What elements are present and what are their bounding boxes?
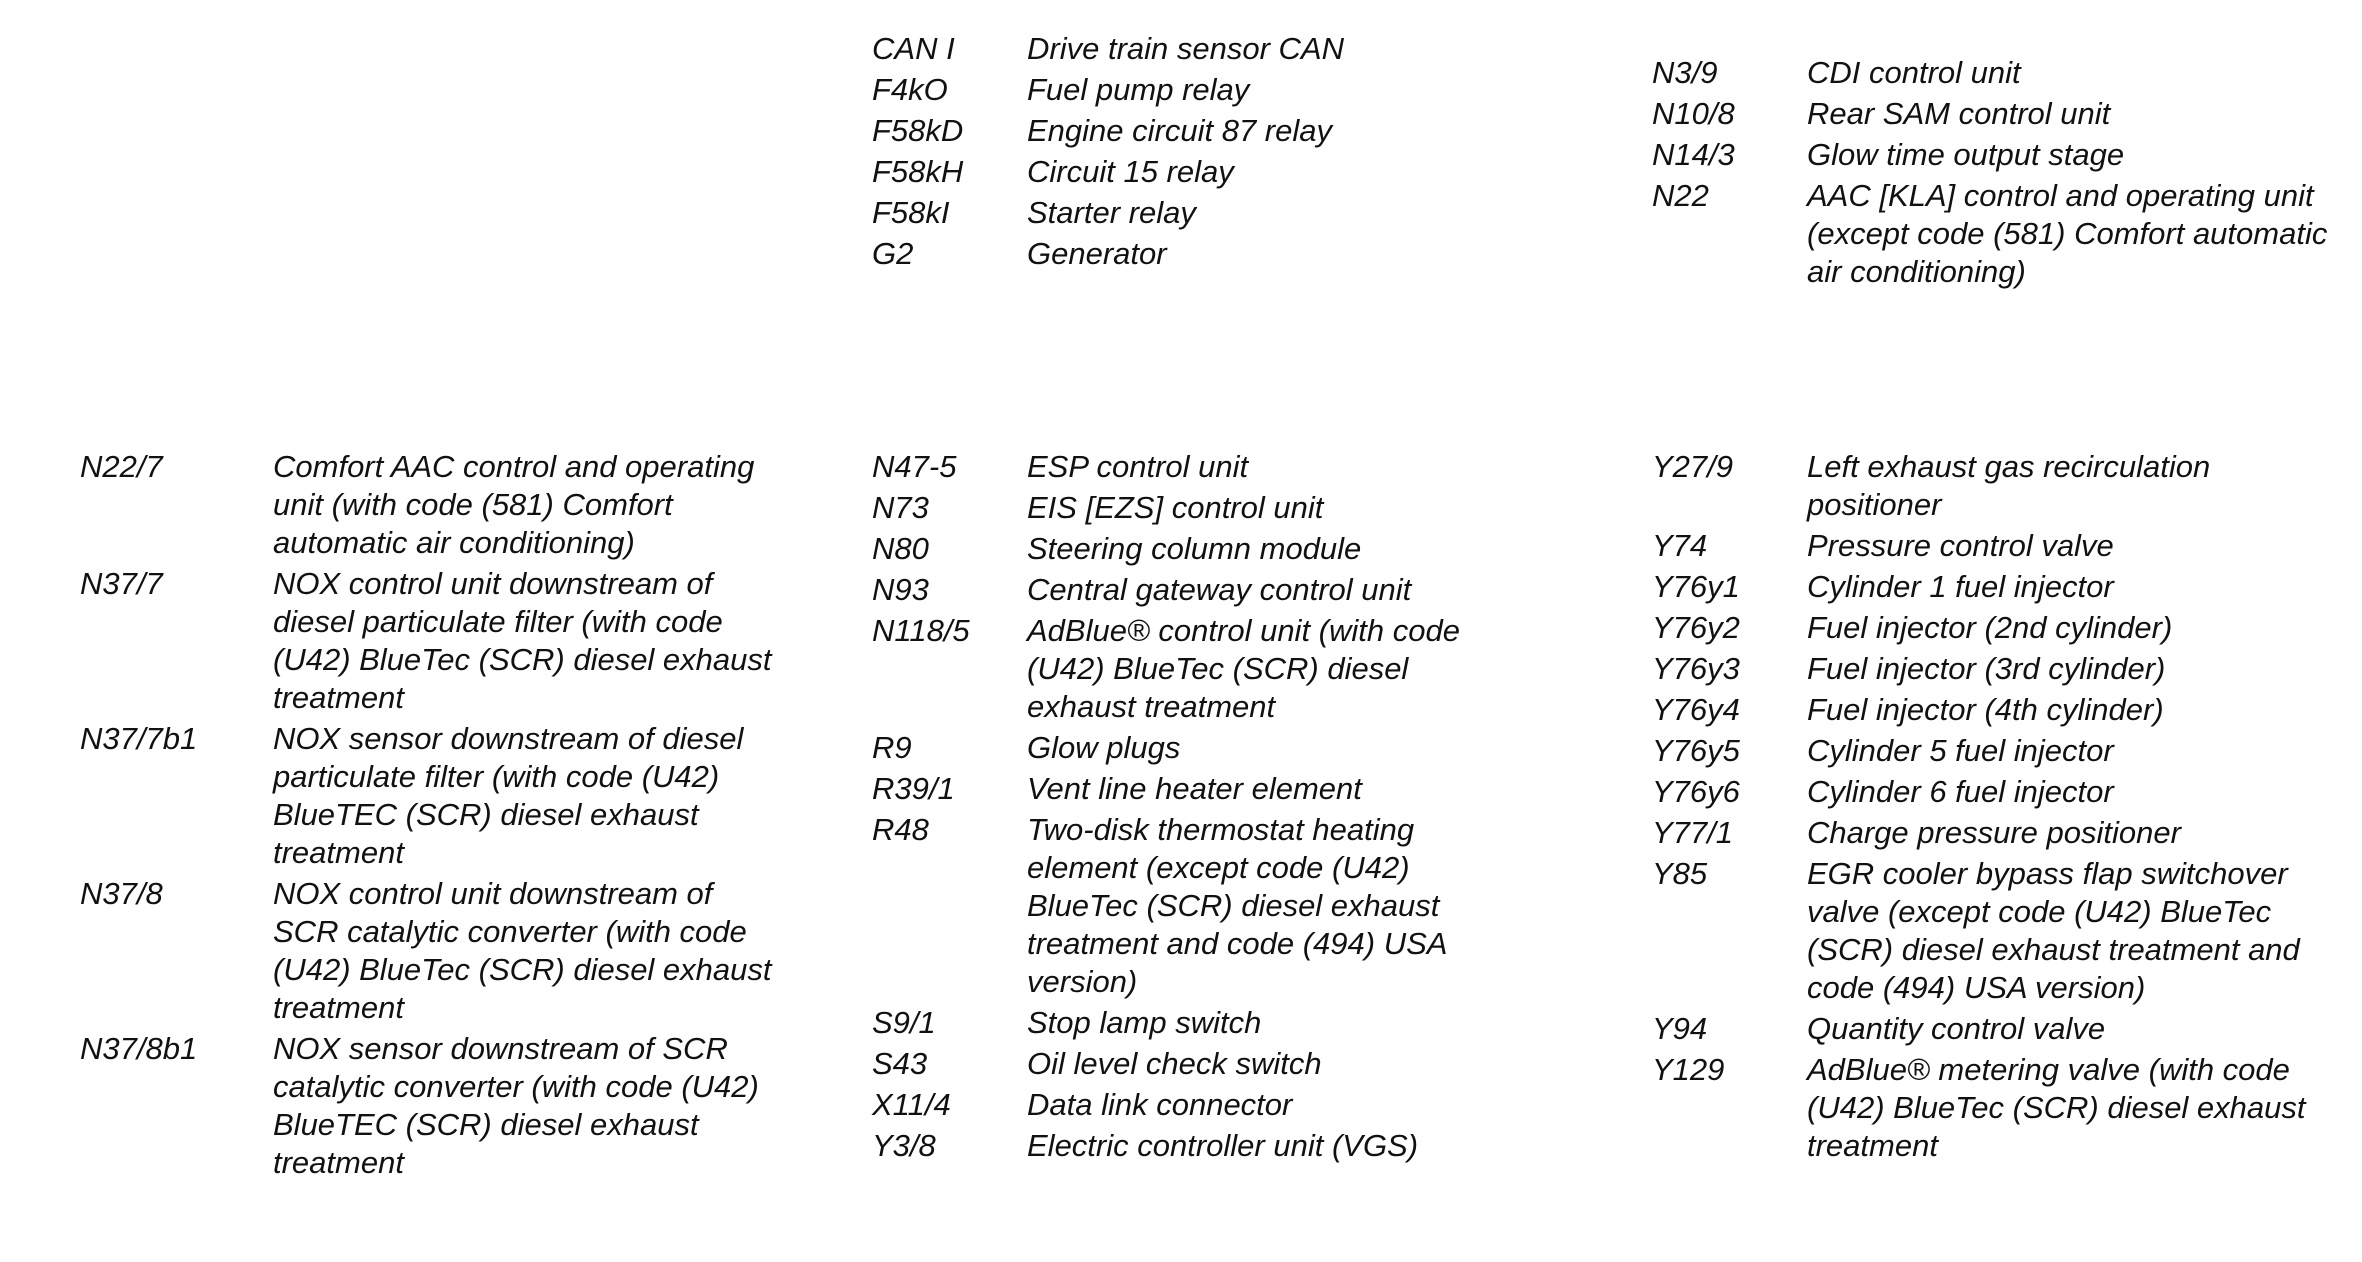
legend-block-bottom-right (1652, 448, 2332, 1168)
legend-entry (1652, 54, 2332, 92)
component-code: S43 (872, 1046, 928, 1081)
legend-entry (1652, 691, 2332, 729)
legend-entry (1652, 1051, 2332, 1165)
component-description: Rear SAM control unit (1807, 96, 2111, 131)
component-code: CAN I (872, 31, 955, 66)
component-code: N80 (872, 531, 929, 566)
component-description: Starter relay (1027, 195, 1196, 230)
legend-entry (1652, 732, 2332, 770)
component-description: Two-disk thermostat heating element (except code (U42) BlueTec (SCR) diesel exhaust treatment and code (494) USA version) (1027, 812, 1447, 999)
component-code: Y76y2 (1652, 610, 1740, 645)
legend-entry (872, 153, 1507, 191)
legend-entry (80, 448, 773, 562)
component-description: AdBlue® control unit (with code (U42) BlueTec (SCR) diesel exhaust treatment (1027, 613, 1460, 724)
legend-entry (1652, 814, 2332, 852)
component-code: Y3/8 (872, 1128, 936, 1163)
legend-entry (872, 811, 1507, 1001)
legend-entry (872, 530, 1507, 568)
legend-entry (872, 1004, 1507, 1042)
legend-entry (872, 30, 1507, 68)
legend-entry (1652, 527, 2332, 565)
component-code: Y94 (1652, 1011, 1708, 1046)
legend-block-top-middle (872, 30, 1507, 276)
component-description: Fuel injector (2nd cylinder) (1807, 610, 2173, 645)
legend-entry (872, 571, 1507, 609)
legend-entry (872, 1045, 1507, 1083)
legend-entry (1652, 136, 2332, 174)
legend-entry (872, 235, 1507, 273)
component-description: NOX sensor downstream of diesel particulate filter (with code (U42) BlueTEC (SCR) diesel exhaust treatment (273, 721, 744, 870)
component-code: N118/5 (872, 613, 970, 648)
legend-entry (872, 194, 1507, 232)
legend-entry (1652, 773, 2332, 811)
component-description: Glow time output stage (1807, 137, 2125, 172)
component-code: F4kO (872, 72, 948, 107)
component-code: Y27/9 (1652, 449, 1734, 484)
component-description: Stop lamp switch (1027, 1005, 1262, 1040)
legend-entry (1652, 609, 2332, 647)
legend-entry (872, 489, 1507, 527)
component-code: S9/1 (872, 1005, 936, 1040)
legend-block-bottom-left (80, 448, 773, 1185)
legend-entry (1652, 95, 2332, 133)
component-description: Oil level check switch (1027, 1046, 1322, 1081)
legend-entry (80, 720, 773, 872)
component-code: F58kH (872, 154, 964, 189)
component-description: Fuel injector (3rd cylinder) (1807, 651, 2166, 686)
component-code: N73 (872, 490, 929, 525)
component-description: EIS [EZS] control unit (1027, 490, 1324, 525)
component-description: Central gateway control unit (1027, 572, 1412, 607)
component-code: N14/3 (1652, 137, 1735, 172)
component-description: Cylinder 5 fuel injector (1807, 733, 2114, 768)
component-code: G2 (872, 236, 914, 271)
component-code: F58kI (872, 195, 950, 230)
component-code: Y85 (1652, 856, 1708, 891)
component-code: N10/8 (1652, 96, 1735, 131)
component-code: N22 (1652, 178, 1709, 213)
component-description: Fuel pump relay (1027, 72, 1250, 107)
component-code: N37/8 (80, 876, 163, 911)
component-description: ESP control unit (1027, 449, 1249, 484)
component-code: X11/4 (872, 1087, 951, 1122)
component-code: R48 (872, 812, 929, 847)
legend-entry (872, 1086, 1507, 1124)
component-description: Data link connector (1027, 1087, 1293, 1122)
component-code: R39/1 (872, 771, 955, 806)
component-code: N22/7 (80, 449, 163, 484)
legend-entry (872, 729, 1507, 767)
legend-block-bottom-middle (872, 448, 1507, 1168)
component-code: Y76y4 (1652, 692, 1740, 727)
component-description: Cylinder 1 fuel injector (1807, 569, 2114, 604)
component-description: Comfort AAC control and operating unit (with code (581) Comfort automatic air conditioning) (273, 449, 755, 560)
legend-entry (80, 565, 773, 717)
component-description: EGR cooler bypass flap switchover valve (except code (U42) BlueTec (SCR) diesel exhaust treatment and code (494) USA version) (1807, 856, 2300, 1005)
component-description: Steering column module (1027, 531, 1362, 566)
component-description: Vent line heater element (1027, 771, 1362, 806)
component-code: Y76y5 (1652, 733, 1740, 768)
legend-entry (1652, 177, 2332, 291)
component-description: NOX control unit downstream of SCR catalytic converter (with code (U42) BlueTec (SCR) diesel exhaust treatment (273, 876, 772, 1025)
component-description: Pressure control valve (1807, 528, 2114, 563)
legend-entry (80, 1030, 773, 1182)
component-code: Y76y1 (1652, 569, 1740, 604)
legend-entry (872, 770, 1507, 808)
component-code: R9 (872, 730, 912, 765)
legend-entry (872, 612, 1507, 726)
component-description: Drive train sensor CAN (1027, 31, 1344, 66)
component-description: AdBlue® metering valve (with code (U42) BlueTec (SCR) diesel exhaust treatment (1807, 1052, 2306, 1163)
legend-entry (872, 71, 1507, 109)
component-code: F58kD (872, 113, 964, 148)
component-description: AAC [KLA] control and operating unit (except code (581) Comfort automatic air conditioning) (1807, 178, 2328, 289)
component-code: Y76y3 (1652, 651, 1740, 686)
component-description: CDI control unit (1807, 55, 2021, 90)
component-description: Cylinder 6 fuel injector (1807, 774, 2114, 809)
component-code: N37/7 (80, 566, 163, 601)
component-code: Y77/1 (1652, 815, 1734, 850)
legend-entry (1652, 448, 2332, 524)
legend-entry (1652, 650, 2332, 688)
component-code: Y74 (1652, 528, 1708, 563)
legend-entry (1652, 1010, 2332, 1048)
legend-entry (1652, 855, 2332, 1007)
legend-entry (872, 112, 1507, 150)
component-description: Electric controller unit (VGS) (1027, 1128, 1419, 1163)
component-code: N47-5 (872, 449, 957, 484)
component-description: Engine circuit 87 relay (1027, 113, 1332, 148)
component-code: N3/9 (1652, 55, 1718, 90)
component-description: Generator (1027, 236, 1167, 271)
component-code: N37/7b1 (80, 721, 198, 756)
component-description: NOX control unit downstream of diesel particulate filter (with code (U42) BlueTec (SCR) diesel exhaust treatment (273, 566, 772, 715)
legend-entry (872, 1127, 1507, 1165)
component-description: Left exhaust gas recirculation positioner (1807, 449, 2211, 522)
component-code: N37/8b1 (80, 1031, 198, 1066)
legend-entry (1652, 568, 2332, 606)
component-description: Glow plugs (1027, 730, 1181, 765)
component-description: Quantity control valve (1807, 1011, 2106, 1046)
component-code: Y76y6 (1652, 774, 1740, 809)
component-description: NOX sensor downstream of SCR catalytic converter (with code (U42) BlueTEC (SCR) diesel exhaust treatment (273, 1031, 759, 1180)
component-code: N93 (872, 572, 929, 607)
legend-block-top-right (1652, 54, 2332, 294)
component-description: Fuel injector (4th cylinder) (1807, 692, 2164, 727)
legend-entry (80, 875, 773, 1027)
component-description: Charge pressure positioner (1807, 815, 2181, 850)
legend-entry (872, 448, 1507, 486)
component-code: Y129 (1652, 1052, 1725, 1087)
component-description: Circuit 15 relay (1027, 154, 1234, 189)
